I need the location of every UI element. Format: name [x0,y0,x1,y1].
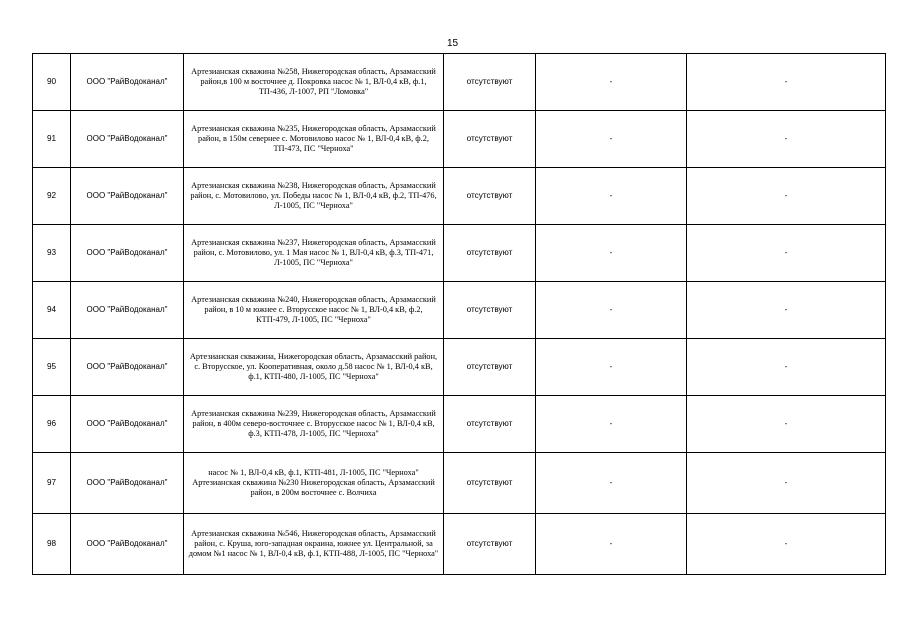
organization-cell: ООО "РайВодоканал" [71,514,184,575]
row-number: 91 [33,111,71,168]
column-6-cell: - [687,396,886,453]
table-row [33,514,886,575]
status-cell: отсутствуют [444,453,536,514]
column-6-cell: - [687,54,886,111]
row-number: 90 [33,54,71,111]
description-cell: Артезианская скважина №546, Нижегородская область, Арзамасский район, с. Круша, юго-западная окраина, южнее ул. Центральной, за домом №1 насос № 1, ВЛ-0,4 кВ, ф.1, КТП-488, Л-1005, ПС "Черноха" [184,514,444,575]
table-row [33,168,886,225]
organization-cell: ООО "РайВодоканал" [71,453,184,514]
column-5-cell: - [536,396,687,453]
row-number: 93 [33,225,71,282]
status-cell: отсутствуют [444,168,536,225]
table-row [33,453,886,514]
organization-cell: ООО "РайВодоканал" [71,225,184,282]
organization-cell: ООО "РайВодоканал" [71,339,184,396]
column-6-cell: - [687,168,886,225]
row-number: 96 [33,396,71,453]
description-cell: насос № 1, ВЛ-0,4 кВ, ф.1, КТП-481, Л-1005, ПС "Черноха" Артезианская скважина №230 Нижегородская область, Арзамасский район, в 200м восточнее с. Волчиха [184,453,444,514]
organization-cell: ООО "РайВодоканал" [71,54,184,111]
description-cell: Артезианская скважина №240, Нижегородская область, Арзамасский район, в 10 м южнее с. Вторусское насос № 1, ВЛ-0,4 кВ, ф.2, КТП-479, Л-1005, ПС "Черноха" [184,282,444,339]
organization-cell: ООО "РайВодоканал" [71,396,184,453]
column-5-cell: - [536,453,687,514]
page-number: 15 [446,38,459,49]
status-cell: отсутствуют [444,282,536,339]
row-number: 92 [33,168,71,225]
status-cell: отсутствуют [444,54,536,111]
description-cell: Артезианская скважина №239, Нижегородская область, Арзамасский район, в 400м северо-восточнее с. Вторусское насос № 1, ВЛ-0,4 кВ, ф.3, КТП-478, Л-1005, ПС "Черноха" [184,396,444,453]
column-5-cell: - [536,225,687,282]
row-number: 97 [33,453,71,514]
organization-cell: ООО "РайВодоканал" [71,111,184,168]
table-row [33,396,886,453]
column-6-cell: - [687,282,886,339]
data-table [32,53,886,575]
column-6-cell: - [687,225,886,282]
description-cell: Артезианская скважина, Нижегородская область, Арзамасский район, с. Вторусское, ул. Кооперативная, около д.58 насос № 1, ВЛ-0,4 кВ, ф.1, КТП-480, Л-1005, ПС "Черноха" [184,339,444,396]
column-6-cell: - [687,514,886,575]
column-5-cell: - [536,111,687,168]
description-cell: Артезианская скважина №258, Нижегородская область, Арзамасский район,в 100 м восточнее д. Покровка насос № 1, ВЛ-0,4 кВ, ф.1, ТП-436, Л-1007, РП "Ломовка" [184,54,444,111]
column-6-cell: - [687,453,886,514]
table-row [33,225,886,282]
table-row [33,339,886,396]
row-number: 98 [33,514,71,575]
column-5-cell: - [536,282,687,339]
row-number: 94 [33,282,71,339]
description-cell: Артезианская скважина №235, Нижегородская область, Арзамасский район, в 150м севернее с. Мотовилово насос № 1, ВЛ-0,4 кВ, ф.2, ТП-473, ПС "Черноха" [184,111,444,168]
status-cell: отсутствуют [444,225,536,282]
column-6-cell: - [687,111,886,168]
table-row [33,54,886,111]
status-cell: отсутствуют [444,396,536,453]
column-5-cell: - [536,54,687,111]
organization-cell: ООО "РайВодоканал" [71,282,184,339]
description-cell: Артезианская скважина №238, Нижегородская область, Арзамасский район, с. Мотовилово, ул. Победы насос № 1, ВЛ-0,4 кВ, ф.2, ТП-476, Л-1005, ПС "Черноха" [184,168,444,225]
column-5-cell: - [536,168,687,225]
description-cell: Артезианская скважина №237, Нижегородская область, Арзамасский район, с. Мотовилово, ул. 1 Мая насос № 1, ВЛ-0,4 кВ, ф.3, ТП-471, Л-1005, ПС "Черноха" [184,225,444,282]
organization-cell: ООО "РайВодоканал" [71,168,184,225]
column-5-cell: - [536,514,687,575]
table-row [33,282,886,339]
column-5-cell: - [536,339,687,396]
row-number: 95 [33,339,71,396]
status-cell: отсутствуют [444,514,536,575]
table-row [33,111,886,168]
status-cell: отсутствуют [444,111,536,168]
status-cell: отсутствуют [444,339,536,396]
column-6-cell: - [687,339,886,396]
